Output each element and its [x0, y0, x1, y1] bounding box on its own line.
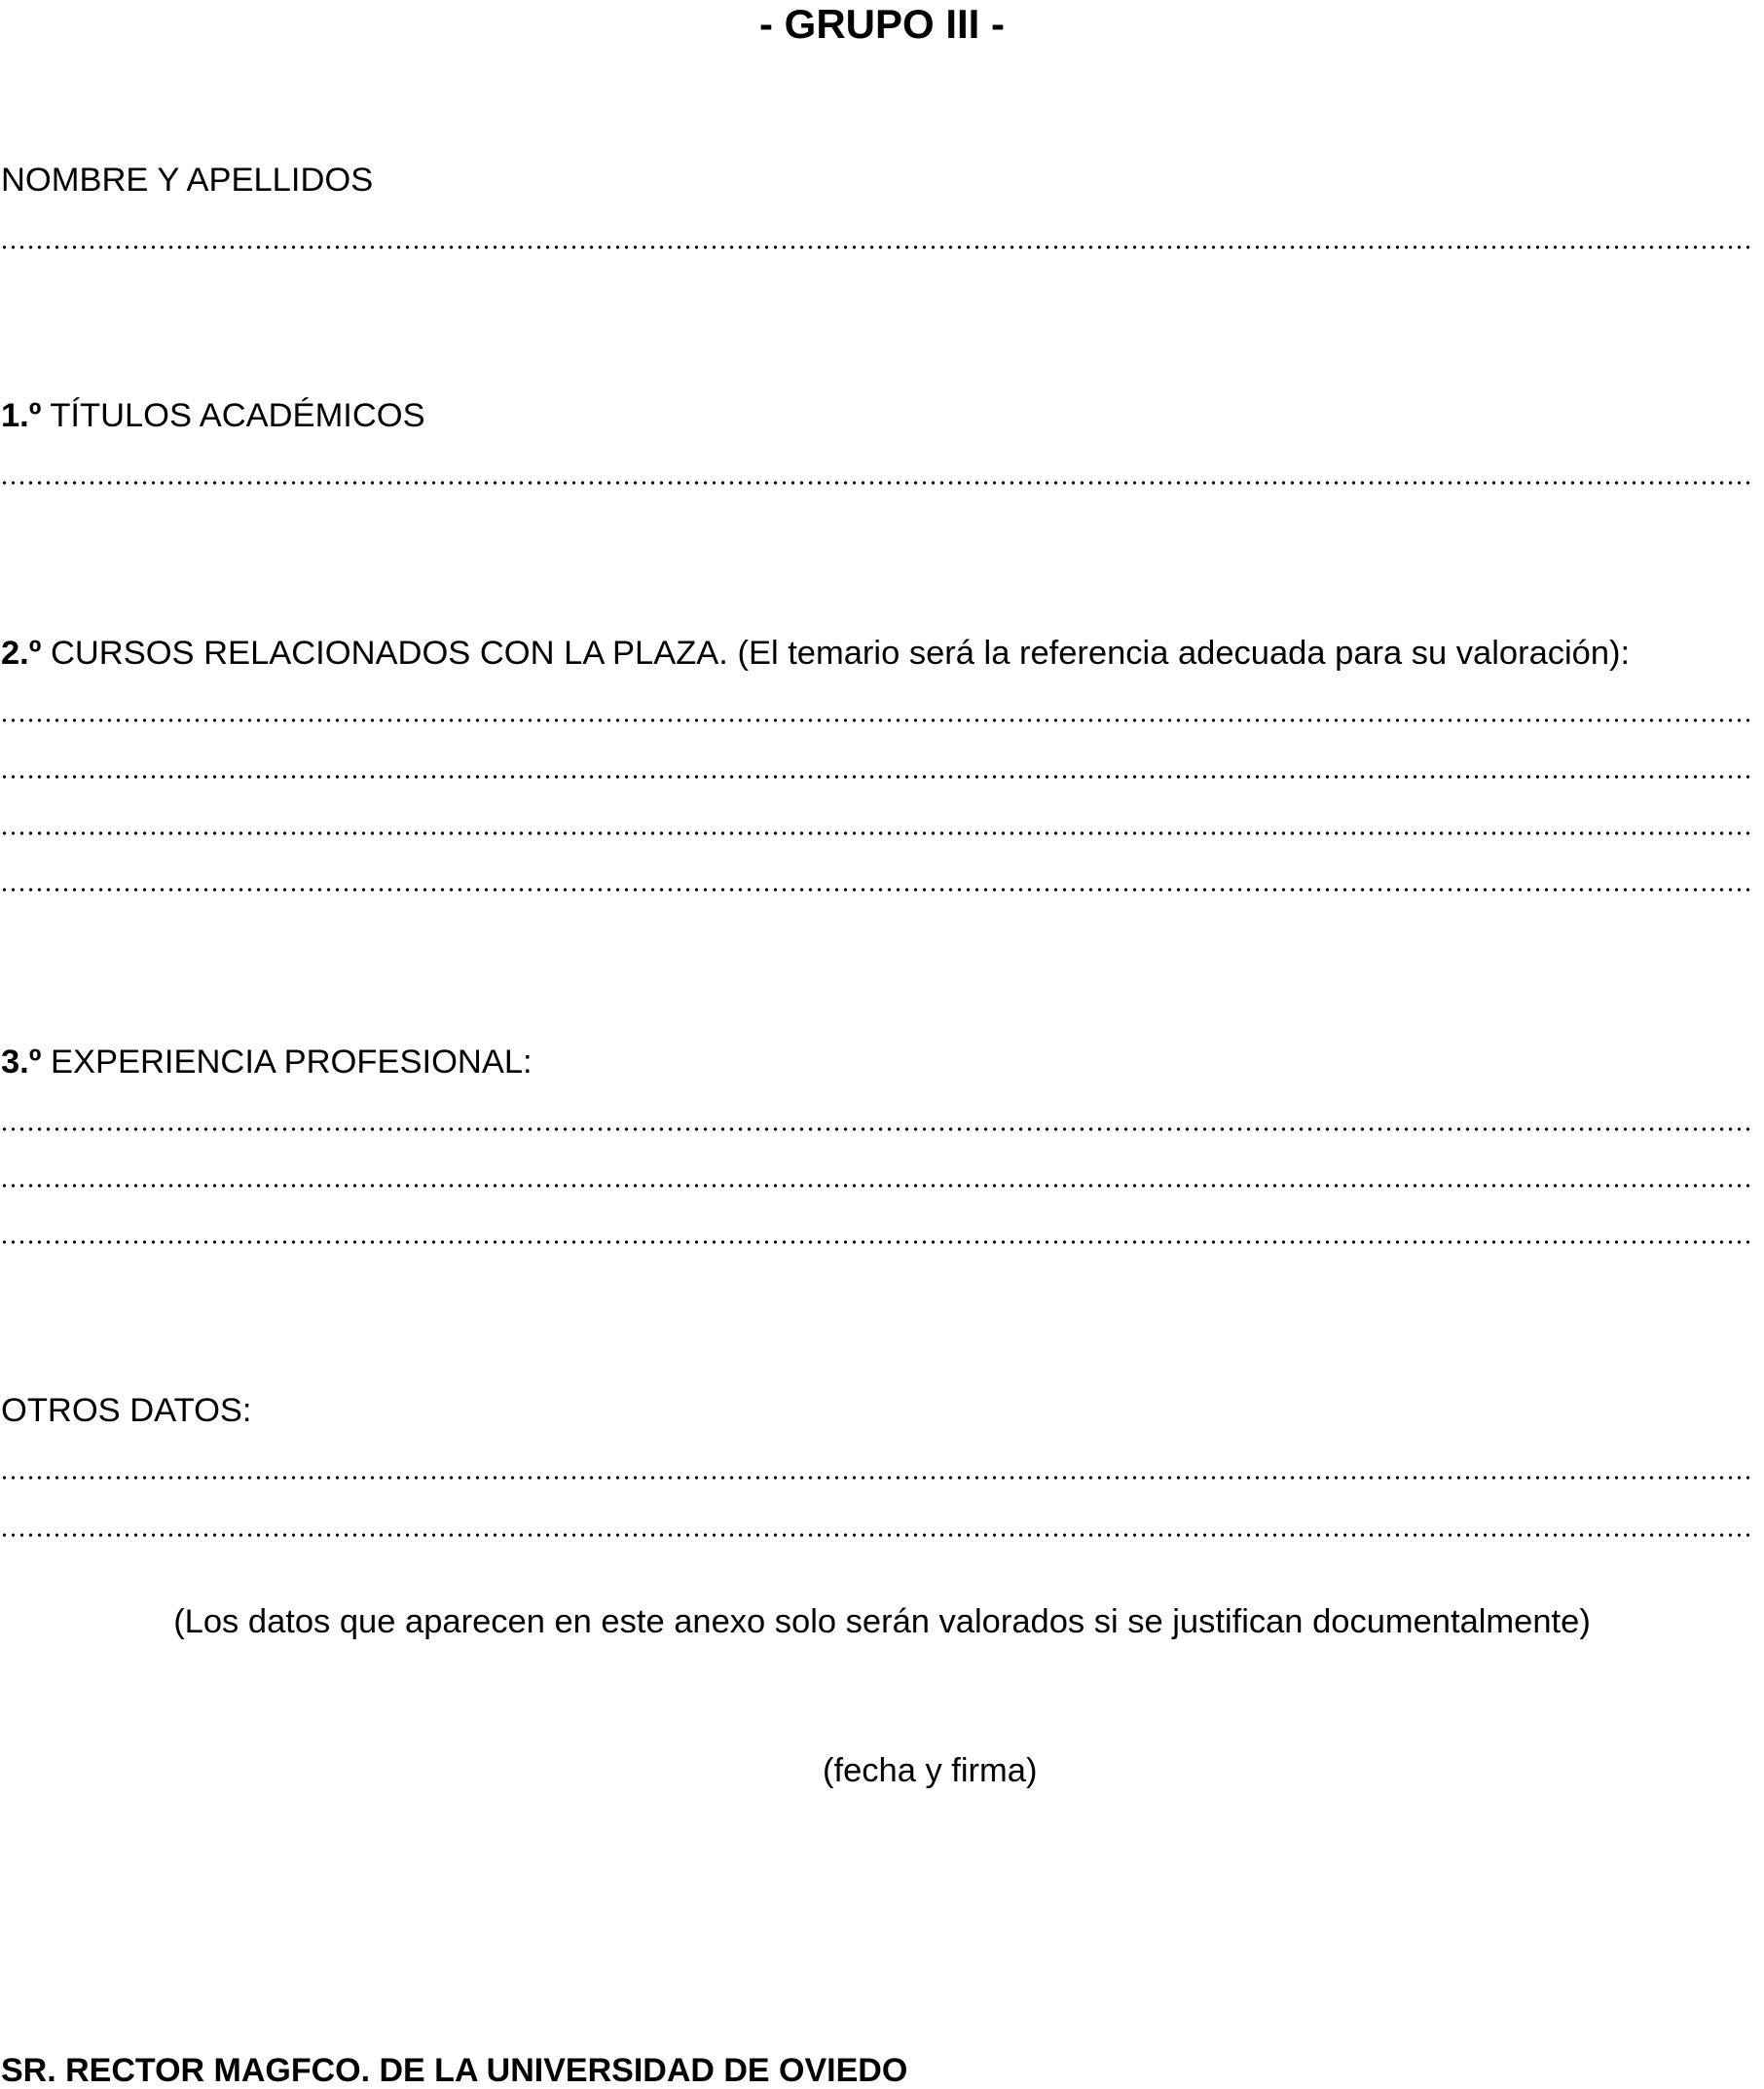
name-label: NOMBRE Y APELLIDOS: [1, 162, 374, 199]
courses-dotted-line: [0, 888, 1752, 892]
other-dotted-line: [0, 1533, 1752, 1537]
section-label: TÍTULOS ACADÉMICOS: [41, 397, 425, 434]
name-dotted-line: [0, 245, 1752, 249]
document-title: - GRUPO III -: [759, 1, 1005, 47]
courses-dotted-line: [0, 831, 1752, 835]
other-dotted-line: [0, 1476, 1752, 1480]
courses-dotted-line: [0, 775, 1752, 779]
courses-dotted-line: [0, 718, 1752, 722]
validation-note: (Los datos que aparecen en este anexo solo serán valorados si se justifican documentalmente): [173, 1603, 1591, 1640]
section-number: 3.º: [1, 1044, 42, 1081]
experience-dotted-line: [0, 1184, 1752, 1188]
section-number: 1.º: [1, 397, 42, 434]
section-number: 2.º: [1, 635, 42, 672]
section-experience-heading: [1, 1045, 533, 1080]
titles-dotted-line: [0, 481, 1752, 485]
experience-dotted-line: [0, 1127, 1752, 1131]
section-label: CURSOS RELACIONADOS CON LA PLAZA. (El temario será la referencia adecuada para su valoración):: [41, 635, 1631, 672]
experience-dotted-line: [0, 1240, 1752, 1244]
signature-date-label: (fecha y firma): [823, 1752, 1038, 1789]
other-data-label: OTROS DATOS:: [1, 1392, 252, 1429]
section-titles-heading: [1, 399, 425, 433]
addressee: SR. RECTOR MAGFCO. DE LA UNIVERSIDAD DE OVIEDO: [1, 2052, 908, 2089]
section-label: EXPERIENCIA PROFESIONAL:: [41, 1044, 533, 1081]
section-courses-heading: [1, 637, 1630, 671]
